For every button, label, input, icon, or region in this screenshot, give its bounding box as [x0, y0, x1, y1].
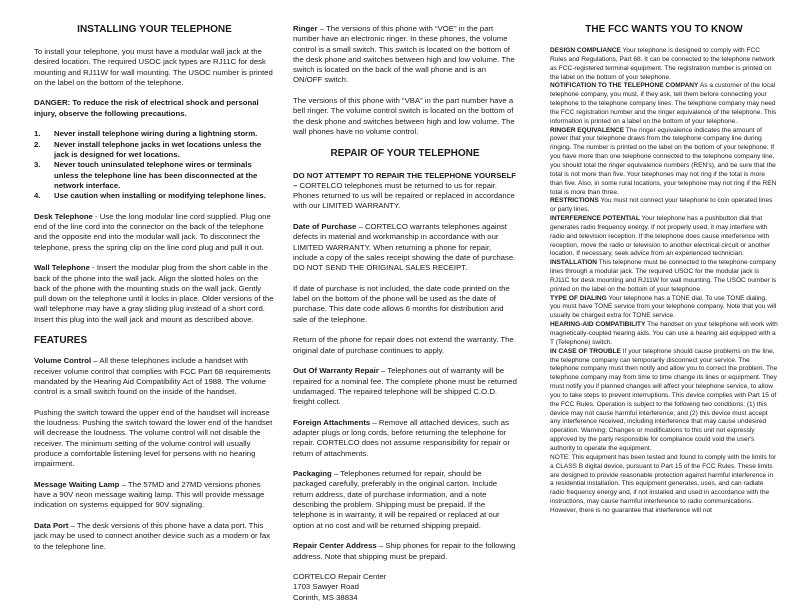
packaging-label: Packaging [293, 469, 332, 479]
installation-paragraph [550, 259, 778, 294]
warning-number: 4. [34, 191, 41, 201]
hearing-aid-label: HEARING-AID COMPATIBILITY [550, 321, 646, 329]
features-heading: FEATURES [34, 335, 88, 347]
address-line: 1703 Sawyer Road [293, 582, 359, 592]
out-of-warranty-label: Out Of Warranty Repair [293, 366, 379, 376]
warranty-return-paragraph: Return of the phone for repair does not extend the warranty. The original date of purchase continues to apply. [293, 335, 514, 355]
message-waiting-paragraph [34, 480, 275, 511]
note-paragraph: NOTE: This equipment has been tested and found to comply with the limits for a CLASS B digital device, pursuant to Part 15 of the FCC Rules. These limits are designed to provide reasonable protection against harmful interference in a residential installation. This equipment generates, uses, and can radiate radio frequency energy and, if not installed and used in accordance with the instructions, may cause harmful interference to radio communications. However, there is no guarantee that interference will not [550, 453, 777, 514]
warning-item [34, 129, 275, 139]
date-of-purchase-text: – CORTELCO warrants telephones against defects in material and workmanship in accordance with our LIMITED WARRANTY. When returning a phone for repair, include a copy of the sales receipt showing the date of purchase. DO NOT SEND THE ORIGINAL SALES RECEIPT. [293, 222, 516, 273]
warning-number: 1. [34, 129, 41, 139]
repair-center-address [293, 572, 517, 603]
restrictions-text: You must not connect your telephone to coin operated lines or party lines. [550, 197, 773, 214]
warning-text: Never install telephone wiring during a lightning storm. [54, 129, 258, 139]
message-waiting-label: Message Waiting Lamp [34, 479, 120, 489]
trouble-paragraph [550, 348, 778, 454]
warning-number: 3. [34, 160, 41, 170]
out-of-warranty-paragraph [293, 366, 517, 407]
intro-paragraph: To install your telephone, you must have a modular wall jack at the desired location. The required USOC jack types are RJ11C for desk mounting and RJ11W for wall mounting. The USOC number is printed on the label on the bottom of the telephone. [34, 47, 273, 87]
repair-center-label: Repair Center Address [293, 541, 377, 551]
repair-center-paragraph [293, 541, 517, 562]
ringer-text: – The versions of this phone with “VOE” in the part number have an electronic ringer. In these phones, the volume control is a small switch. This switch is located on the bottom of the desk phone and switches between high and low volume. The switch is located on the back of the wall phone and is an ON/OFF switch. [293, 24, 515, 85]
do-not-repair-text: CORTELCO telephones must be returned to us for repair. Phones returned to us will be repaired or replaced in accordance with our LIMITED WARRANTY. [293, 180, 515, 211]
packaging-text: – Telephones returned for repair, should be packaged carefully, preferably in the original carton. Include return address, date of purchase information, and a note describing the problem. Shipping must be prepaid. If the telephone is in warranty, it will be repaired or replaced at our option at no cost and will be returned shipping prepaid. [293, 469, 500, 530]
trouble-text: If your telephone should cause problems on the line, the telephone company can temporarily disconnect your service. The telephone company must then notify and allow you to correct the problem. The telephone company may from time to time change its lines or equipment. They must notify you if planned changes will affect your telephone service, to allow you to take steps to prevent interruptions. This device complies with Part 15 of the FCC Rules. Operation is subject to the following two conditions: (1) this device may not cause harmful interference, and (2) this device must accept any interference received, including interference that may cause undesired operation. Warning: Changes or modifications to this unit not expressly approved by the party responsible for compliance could void the user's authority to operate the equipment. [550, 347, 778, 452]
ringer-equivalence-label: RINGER EQUIVALENCE [550, 126, 625, 134]
vba-paragraph: The versions of this phone with “VBA” in the part number have a bell ringer. The volume control switch is located on the bottom of the desk phone and switches between high and low volume. The wall phones have no volume control. [293, 96, 515, 136]
do-not-repair-label: DO NOT ATTEMPT TO REPAIR THE TELEPHONE YOURSELF – [293, 170, 517, 190]
notification-label: NOTIFICATION TO THE TELEPHONE COMPANY [550, 82, 699, 90]
desk-telephone-paragraph [34, 212, 275, 253]
desk-telephone-label: Desk Telephone [34, 211, 93, 221]
danger-paragraph [34, 98, 275, 119]
restrictions-label: RESTRICTIONS [550, 197, 599, 205]
notification-paragraph [550, 82, 778, 126]
type-of-dialing-label: TYPE OF DIALING [550, 294, 607, 302]
wall-telephone-label: Wall Telephone [34, 263, 90, 273]
installation-text: This telephone must be connected to the telephone company lines through a modular jack. The required USOC for the modular jack is RJ11C for desk mounting and RJ11W for wall mounting. The USOC number is printed on the label on the bottom of your telephone. [550, 259, 777, 293]
out-of-warranty-text: – Telephones out of warranty will be repaired for a nominal fee. The complete phone must be returned undamaged. The repaired telephone will be shipped C.O.D. freight collect. [293, 366, 517, 407]
ringer-equivalence-paragraph [550, 127, 778, 198]
warning-item [34, 140, 275, 161]
installation-label: INSTALLATION [550, 259, 598, 267]
column-installing [34, 24, 275, 609]
hearing-aid-text: The handset on your telephone will work with magnetically-coupled hearing aids. You can use a hearing aid equipped with a T (Telephone) switch. [550, 321, 778, 346]
warning-text: Use caution when installing or modifying telephone lines. [54, 191, 266, 201]
column-ringer-repair [293, 24, 517, 609]
foreign-attachments-paragraph [293, 418, 517, 459]
pushing-paragraph: Pushing the switch toward the upper end of the handset will increase the loudness. Pushing the switch toward the lower end of the handset will decrease the loudness. The volume control will not disable the receiver. The minimum setting of the volume control will usually produce a comfortable listening level for persons with no hearing impairment. [34, 407, 273, 469]
address-line: Corinth, MS 38834 [293, 592, 358, 602]
restrictions-paragraph [550, 197, 778, 215]
hearing-aid-paragraph [550, 321, 778, 348]
packaging-paragraph [293, 469, 517, 531]
installing-title: INSTALLING YOUR TELEPHONE [77, 24, 232, 35]
do-not-repair-paragraph [293, 171, 517, 212]
date-of-purchase-paragraph [293, 222, 517, 273]
warning-item [34, 160, 275, 191]
volume-control-text: – All these telephones include a handset with receiver volume control that complies with FCC Part 68 requirements mandated by the Hearing Aid Compatibility Act of 1988. The volume control is a small switch found on the inside of the handset. [34, 356, 271, 397]
wall-telephone-text: - Insert the modular plug from the short cable in the back of the phone into the wall jack. Align the slotted holes on the back of the phone with the mounting studs on the wall jack. Gently pull down on the telephone until it locks in place. Older versions of the wall telephone may have a gray sliding plug instead of a short cord. Insert this plug into the wall jack and mount as described above. [34, 263, 274, 324]
ringer-label: Ringer [293, 24, 318, 33]
type-of-dialing-text: Your telephone has a TONE dial. To use TONE dialing, you must have TONE service from your telephone company. Note that you will usually be charged extra for TONE service. [550, 294, 777, 320]
danger-text: DANGER: To reduce the risk of electrical shock and personal injury, observe the following precautions. [34, 98, 259, 118]
volume-control-label: Volume Control [34, 356, 92, 366]
warning-text: Never install telephone jacks in wet locations unless the jack is designed for wet locations. [54, 139, 262, 159]
date-of-purchase-label: Date of Purchase [293, 222, 357, 232]
message-waiting-text: – The 57MD and 27MD versions phones have a 90V neon message waiting lamp. This will provide message indication on systems equipped for 90V signaling. [34, 479, 265, 510]
design-compliance-text: Your telephone is designed to comply with FCC Rules and Regulations, Part 68. It can be connected to the telephone network as FCC-registered terminal equipment. The registration number is printed on the label on the bottom of your telephone. [550, 47, 775, 81]
warning-list [34, 129, 275, 201]
foreign-attachments-text: – Remove all attached devices, such as adapter plugs or long cords, before returning the telephone for repair. CORTELCO does not assume responsibility for repair or return of attachments. [293, 417, 510, 458]
data-port-text: – The desk versions of this phone have a data port. This jack may be used to connect another device such as a modem or fax to the telephone line. [34, 521, 271, 551]
date-code-paragraph: If date of purchase is not included, the date code printed on the label on the bottom of the phone will be used as the date of purchase. This date code allows 6 months for distribution and sale of the telephone. [293, 283, 510, 324]
design-compliance-label: DESIGN COMPLIANCE [550, 47, 621, 54]
volume-control-paragraph [34, 356, 275, 397]
repair-center-text: – Ship phones for repair to the following address. Note that shipping must be prepaid. [293, 541, 516, 561]
fcc-title: THE FCC WANTS YOU TO KNOW [585, 24, 743, 35]
data-port-paragraph [34, 521, 275, 552]
type-of-dialing-paragraph [550, 295, 778, 322]
warning-text: Never touch uninsulated telephone wires or terminals unless the telephone line has been disconnected at the network interface. [54, 160, 258, 190]
desk-telephone-text: - Use the long modular line cord supplied. Plug one end of the line cord into the connector on the back of the telephone and the opposite end into the modular wall jack. To disconnect the telephone, press the spring clip on the line cord plug and pull it out. [34, 211, 271, 252]
ringer-equivalence-text: The ringer equivalence indicates the amount of power that your telephone draws from the telephone company line during ringing. The number is printed on the label on the bottom of your telephone. If you have more than one telephone connected to the telephone company line, you should total the ringer equivalence numbers (REN's), and be sure that the total is not more than five. Your telephones may not ring if the total is more than five. Also, in some rural locations, your telephone may not ring if the REN total is more than three. [550, 126, 777, 196]
interference-paragraph [550, 215, 778, 259]
wall-telephone-paragraph [34, 263, 275, 325]
ringer-paragraph [293, 24, 517, 86]
warning-item [34, 191, 275, 201]
repair-heading: REPAIR OF YOUR TELEPHONE [330, 147, 480, 159]
design-compliance-paragraph [550, 47, 778, 82]
column-fcc [550, 24, 778, 609]
interference-text: Your telephone has a pushbutton dial that generates radio frequency energy. If not properly used, it may interfere with radio and television reception. If the telephone does cause interference with reception, move the radio or television to another electrical circuit or another location. If necessary, seek advice from an experienced technician. [550, 215, 771, 258]
data-port-label: Data Port [34, 521, 69, 531]
foreign-attachments-label: Foreign Attachments [293, 417, 371, 427]
interference-label: INTERFERENCE POTENTIAL [550, 215, 640, 223]
trouble-label: IN CASE OF TROUBLE [550, 347, 621, 355]
warning-number: 2. [34, 139, 41, 149]
notification-text: As a customer of the local telephone company, you must, if they ask, tell them before connecting your telephone to the telephone company lines. The telephone company may need the FCC registration number and the ringer equivalence of the telephone. This information is printed on a label on the bottom of your telephone. [550, 82, 777, 125]
address-line: CORTELCO Repair Center [293, 572, 387, 582]
